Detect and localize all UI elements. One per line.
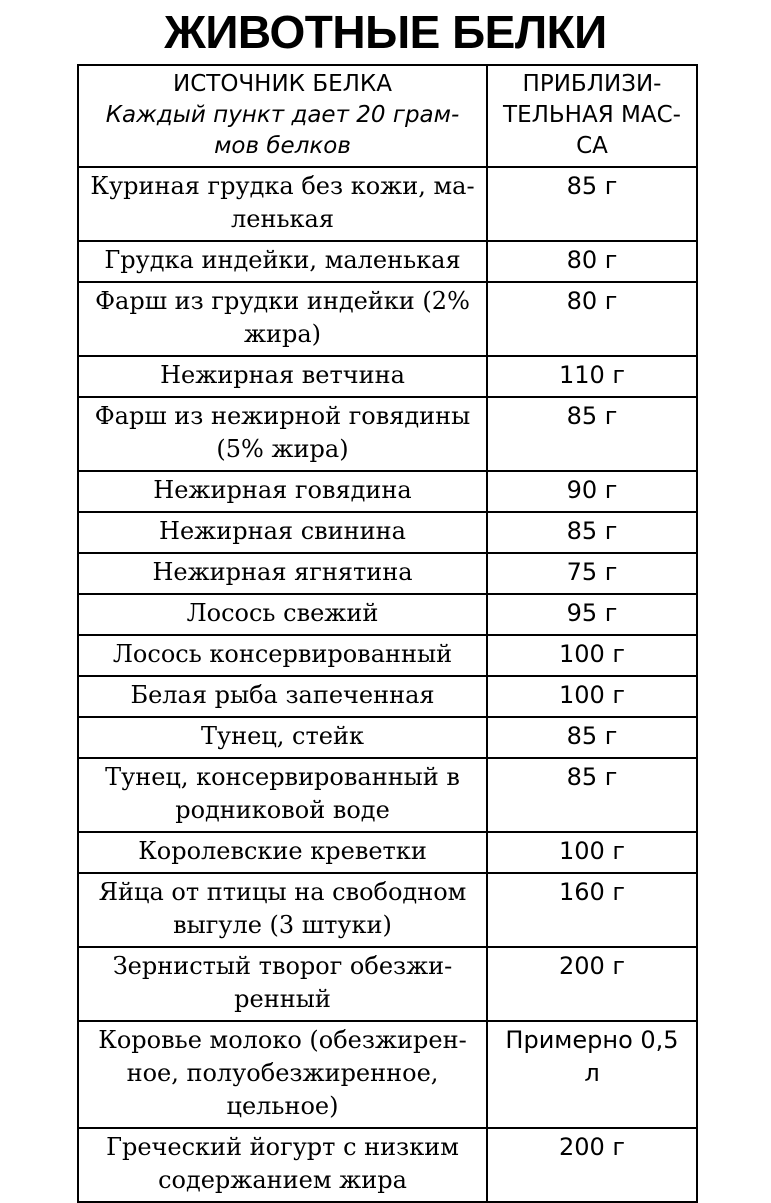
table-row: [78, 594, 697, 635]
protein-table: [77, 64, 698, 1203]
approx-mass-cell: 110 г: [487, 356, 697, 397]
protein-source-cell: Нежирная ветчина: [78, 356, 487, 397]
approx-mass-cell: 90 г: [487, 471, 697, 512]
page-title: ЖИВОТНЫЕ БЕЛКИ: [164, 6, 607, 58]
approx-mass-cell: 100 г: [487, 635, 697, 676]
approx-mass-cell: 80 г: [487, 241, 697, 282]
table-row: [78, 512, 697, 553]
approx-mass-cell: 85 г: [487, 397, 697, 471]
approx-mass-cell: 200 г: [487, 1128, 697, 1202]
approx-mass-cell: 160 г: [487, 873, 697, 947]
table-row: [78, 635, 697, 676]
protein-source-cell: Коровье молоко (обезжирен-ное, полуобезжиренное, цельное): [78, 1021, 487, 1128]
approx-mass-cell: 200 г: [487, 947, 697, 1021]
approx-mass-cell: 80 г: [487, 282, 697, 356]
table-header-row: [78, 65, 697, 167]
protein-source-cell: Лосось свежий: [78, 594, 487, 635]
source-header-label: ИСТОЧНИК БЕЛКА: [173, 71, 392, 97]
protein-source-cell: Тунец, консервированный в родниковой воде: [78, 758, 487, 832]
table-row: [78, 873, 697, 947]
table-row: [78, 356, 697, 397]
protein-source-cell: Фарш из грудки индейки (2% жира): [78, 282, 487, 356]
approx-mass-cell: 85 г: [487, 717, 697, 758]
protein-source-cell: Королевские креветки: [78, 832, 487, 873]
protein-source-cell: Фарш из нежирной говядины (5% жира): [78, 397, 487, 471]
table-row: [78, 553, 697, 594]
protein-source-cell: Нежирная говядина: [78, 471, 487, 512]
protein-source-cell: Белая рыба запеченная: [78, 676, 487, 717]
approx-mass-cell: 75 г: [487, 553, 697, 594]
table-row: [78, 1021, 697, 1128]
protein-source-cell: Лосось консервированный: [78, 635, 487, 676]
table-row: [78, 758, 697, 832]
source-column-header: [78, 65, 487, 167]
approx-mass-cell: 85 г: [487, 512, 697, 553]
table-row: [78, 282, 697, 356]
table-row: [78, 832, 697, 873]
table-row: [78, 947, 697, 1021]
table-row: [78, 1128, 697, 1202]
source-header-note: Каждый пункт дает 20 грам-мов белков: [105, 102, 460, 159]
table-row: [78, 471, 697, 512]
approx-mass-cell: 100 г: [487, 676, 697, 717]
table-row: [78, 241, 697, 282]
protein-source-cell: Зернистый творог обезжи-ренный: [78, 947, 487, 1021]
approx-mass-cell: 100 г: [487, 832, 697, 873]
protein-source-cell: Нежирная свинина: [78, 512, 487, 553]
approx-mass-cell: 85 г: [487, 167, 697, 241]
table-row: [78, 397, 697, 471]
approx-mass-cell: 85 г: [487, 758, 697, 832]
protein-source-cell: Тунец, стейк: [78, 717, 487, 758]
protein-source-cell: Яйца от птицы на свободном выгуле (3 штуки): [78, 873, 487, 947]
table-row: [78, 676, 697, 717]
protein-source-cell: Нежирная ягнятина: [78, 553, 487, 594]
table-row: [78, 717, 697, 758]
approx-mass-cell: Примерно 0,5 л: [487, 1021, 697, 1128]
approx-mass-cell: 95 г: [487, 594, 697, 635]
protein-source-cell: Грудка индейки, маленькая: [78, 241, 487, 282]
mass-column-header: ПРИБЛИЗИ-ТЕЛЬНАЯ МАС-СА: [487, 65, 697, 167]
protein-source-cell: Куриная грудка без кожи, ма-ленькая: [78, 167, 487, 241]
protein-source-cell: Греческий йогурт с низким содержанием жира: [78, 1128, 487, 1202]
table-row: [78, 167, 697, 241]
